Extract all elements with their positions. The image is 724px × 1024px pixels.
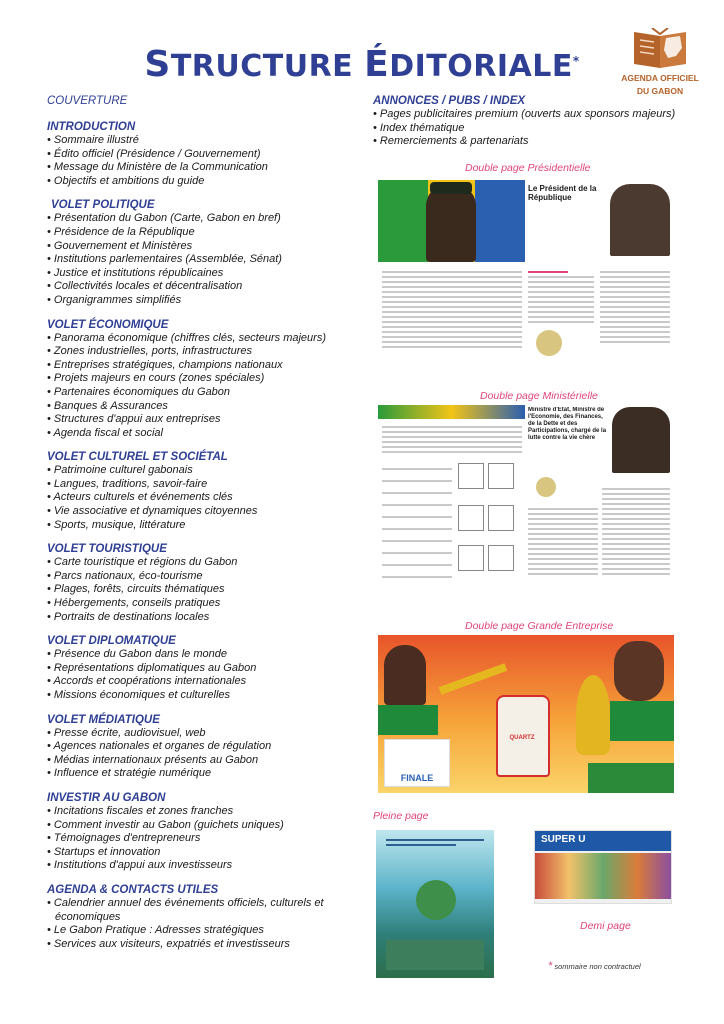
form-labels bbox=[382, 465, 452, 581]
section-title: VOLET MÉDIATIQUE bbox=[47, 713, 160, 726]
vuvuzela bbox=[439, 663, 508, 694]
book-map-icon bbox=[630, 28, 690, 70]
title-initial-2: É bbox=[364, 44, 390, 85]
list-item: • Témoignages d'entrepreneurs bbox=[47, 832, 347, 846]
caption-enterprise: Double page Grande Entreprise bbox=[465, 620, 614, 632]
list-item: • Justice et institutions républicaines bbox=[47, 267, 347, 281]
title-initial: S bbox=[144, 44, 171, 85]
list-item: • Hébergements, conseils pratiques bbox=[47, 597, 347, 611]
list-item: • Panorama économique (chiffres clés, secteurs majeurs) bbox=[47, 332, 347, 346]
list-item: • Incitations fiscales et zones franches bbox=[47, 805, 347, 819]
list-item: • Index thématique bbox=[373, 122, 703, 136]
title-part2: DITORIALE bbox=[389, 49, 573, 84]
section-title: ANNONCES / PUBS / INDEX bbox=[373, 95, 526, 107]
footnote-mark: * bbox=[548, 960, 553, 972]
enterprise-spread-preview bbox=[378, 635, 674, 793]
list-item: • Patrimoine culturel gabonais bbox=[47, 464, 347, 478]
toc-section-agenda bbox=[47, 883, 347, 951]
list-item: • Calendrier annuel des événements officiels, culturels et économiques bbox=[47, 897, 347, 924]
portrait-right bbox=[610, 184, 670, 256]
list-item: • Pages publicitaires premium (ouverts aux sponsors majeurs) bbox=[373, 108, 703, 122]
full-page-preview bbox=[376, 830, 494, 978]
list-item: • Parcs nationaux, éco-tourisme bbox=[47, 570, 347, 584]
toc-section-diplomatique bbox=[47, 634, 347, 702]
list-item: • Présidence de la République bbox=[47, 226, 347, 240]
section-title: INTRODUCTION bbox=[47, 121, 136, 133]
list-item: • Présentation du Gabon (Carte, Gabon en bref) bbox=[47, 212, 347, 226]
list-item: • Représentations diplomatiques au Gabon bbox=[47, 662, 347, 676]
list-item: • Remerciements & partenariats bbox=[373, 135, 703, 149]
flag-band bbox=[378, 405, 525, 419]
toc-section-touristique bbox=[47, 542, 347, 624]
list-item: • Le Gabon Pratique : Adresses stratégiques bbox=[47, 924, 347, 938]
president-portrait bbox=[426, 184, 476, 262]
list-item: • Sports, musique, littérature bbox=[47, 519, 347, 533]
text-block-right bbox=[600, 268, 670, 346]
list-item: • Partenaires économiques du Gabon bbox=[47, 386, 347, 400]
list-item: • Accords et coopérations internationales bbox=[47, 675, 347, 689]
resort-island bbox=[416, 880, 456, 920]
toc-section-economique bbox=[47, 318, 347, 441]
list-item: • Presse écrite, audiovisuel, web bbox=[47, 727, 347, 741]
list-item: • Agenda fiscal et social bbox=[47, 427, 347, 441]
store-brand: SUPER U bbox=[541, 834, 586, 845]
list-item: • Collectivités locales et décentralisation bbox=[47, 280, 347, 294]
finale-banner: FINALE bbox=[384, 739, 450, 787]
fan-left bbox=[384, 645, 426, 705]
footnote-text: sommaire non contractuel bbox=[554, 962, 641, 971]
list-item: • Langues, traditions, savoir-faire bbox=[47, 478, 347, 492]
list-item: • Missions économiques et culturelles bbox=[47, 689, 347, 703]
jersey-left bbox=[378, 705, 438, 735]
coat-of-arms-icon bbox=[536, 477, 556, 497]
list-item: • Carte touristique et régions du Gabon bbox=[47, 556, 347, 570]
table-of-contents bbox=[47, 94, 347, 951]
list-item: • Banques & Assurances bbox=[47, 400, 347, 414]
jersey-right bbox=[610, 701, 674, 741]
ministerial-heading: Ministre d'Etat, Ministre de l'Economie, des Finances, de la Dette et des Participations, chargé de la lutte contre la vie chère bbox=[528, 407, 607, 441]
resort-grounds bbox=[386, 940, 484, 970]
list-item: • Comment investir au Gabon (guichets uniques) bbox=[47, 819, 347, 833]
toc-section-introduction bbox=[47, 120, 347, 188]
title-asterisk: * bbox=[572, 54, 580, 68]
caption-full-page: Pleine page bbox=[373, 810, 429, 822]
list-item: • Zones industrielles, ports, infrastructures bbox=[47, 345, 347, 359]
footnote bbox=[548, 960, 641, 972]
headline-lines bbox=[386, 836, 484, 849]
section-title: INVESTIR AU GABON bbox=[47, 791, 166, 804]
title-part1: TRUCTURE bbox=[170, 49, 365, 84]
text-block-middle bbox=[528, 268, 594, 326]
list-item: • Plages, forêts, circuits thématiques bbox=[47, 583, 347, 597]
toc-section-politique bbox=[47, 198, 347, 307]
minister-portrait bbox=[612, 407, 670, 473]
list-item: • Médias internationaux présents au Gabon bbox=[47, 754, 347, 768]
ministerial-spread-preview bbox=[378, 405, 672, 603]
logo-text-line1: AGENDA OFFICIEL bbox=[621, 73, 699, 83]
list-item: • Vie associative et dynamiques citoyennes bbox=[47, 505, 347, 519]
logo-text-line2: DU GABON bbox=[636, 86, 684, 96]
half-page-preview bbox=[534, 830, 672, 904]
toc-section-culturel bbox=[47, 450, 347, 532]
list-item: • Organigrammes simplifiés bbox=[47, 294, 347, 308]
list-item: • Édito officiel (Présidence / Gouvernement) bbox=[47, 148, 347, 162]
caption-half-page: Demi page bbox=[580, 920, 631, 932]
list-item: • Message du Ministère de la Communication bbox=[47, 161, 347, 175]
stadium-grass bbox=[588, 763, 674, 793]
section-title: VOLET CULTUREL ET SOCIÉTAL bbox=[47, 451, 228, 464]
section-title: AGENDA & CONTACTS UTILES bbox=[47, 883, 219, 896]
list-item: • Portraits de destinations locales bbox=[47, 611, 347, 625]
annex-section bbox=[373, 94, 703, 149]
agenda-logo bbox=[612, 28, 708, 96]
coat-of-arms-icon bbox=[536, 330, 562, 356]
toc-section-mediatique bbox=[47, 713, 347, 781]
list-item: • Institutions parlementaires (Assemblée, Sénat) bbox=[47, 253, 347, 267]
list-item: • Services aux visiteurs, expatriés et investisseurs bbox=[47, 938, 347, 952]
list-item: • Sommaire illustré bbox=[47, 134, 347, 148]
list-item: • Influence et stratégie numérique bbox=[47, 767, 347, 781]
list-item: • Présence du Gabon dans le monde bbox=[47, 648, 347, 662]
toc-section-investir bbox=[47, 791, 347, 873]
list-item: • Acteurs culturels et événements clés bbox=[47, 491, 347, 505]
product-label: QUARTZ bbox=[509, 735, 535, 741]
presidential-spread-preview bbox=[378, 180, 672, 366]
section-title: VOLET TOURISTIQUE bbox=[47, 543, 167, 556]
text-block-left bbox=[382, 268, 522, 351]
form-block bbox=[382, 423, 522, 456]
cap-shape bbox=[430, 182, 472, 194]
list-item: • Structures d'appui aux entreprises bbox=[47, 413, 347, 427]
list-item: • Projets majeurs en cours (zones spéciales) bbox=[47, 372, 347, 386]
fan-right bbox=[614, 641, 664, 701]
section-title: VOLET DIPLOMATIQUE bbox=[47, 635, 176, 648]
section-title: VOLET ÉCONOMIQUE bbox=[47, 318, 169, 331]
section-title: VOLET POLITIQUE bbox=[51, 199, 155, 212]
list-item: • Agences nationales et organes de régulation bbox=[47, 740, 347, 754]
toc-cover: COUVERTURE bbox=[47, 95, 128, 107]
caption-ministerial: Double page Ministérielle bbox=[480, 390, 598, 402]
text-block-middle bbox=[528, 505, 598, 578]
list-item: • Gouvernement et Ministères bbox=[47, 240, 347, 254]
list-item: • Entreprises stratégiques, champions nationaux bbox=[47, 359, 347, 373]
trophy-icon bbox=[576, 675, 610, 755]
presidential-heading: Le Président de la République bbox=[528, 184, 597, 202]
store-shelves bbox=[535, 853, 671, 899]
caption-presidential: Double page Présidentielle bbox=[465, 162, 591, 174]
list-item: • Objectifs et ambitions du guide bbox=[47, 175, 347, 189]
text-block-right bbox=[602, 485, 670, 578]
list-item: • Institutions d'appui aux investisseurs bbox=[47, 859, 347, 873]
list-item: • Startups et innovation bbox=[47, 846, 347, 860]
